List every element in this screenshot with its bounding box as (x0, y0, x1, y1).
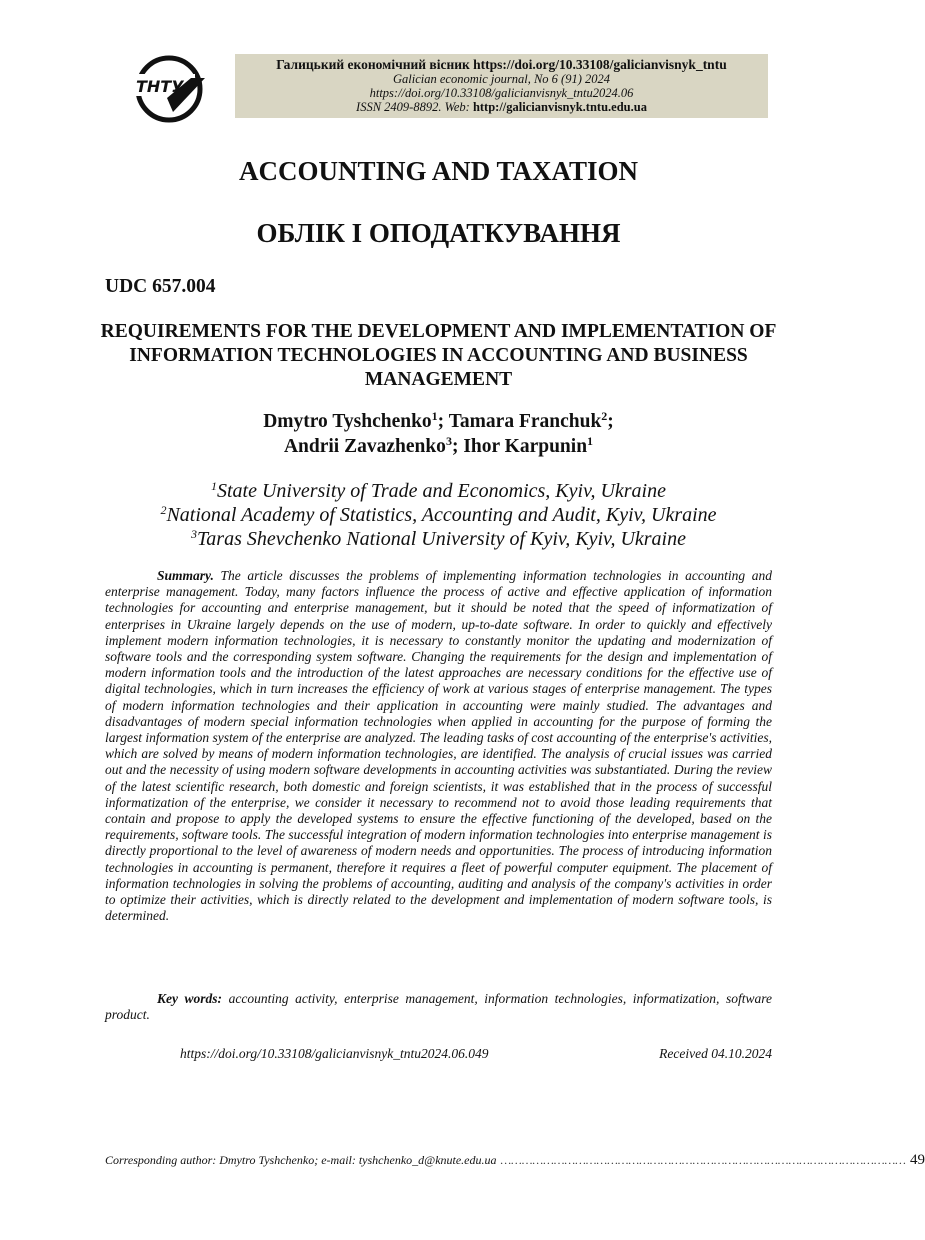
article-doi-link[interactable]: https://doi.org/10.33108/galicianvisnyk_tntu2024.06.049 (180, 1046, 489, 1061)
udc-code: UDC 657.004 (105, 276, 216, 297)
keywords (105, 991, 772, 1023)
issn-line (235, 100, 768, 115)
article-title: REQUIREMENTS FOR THE DEVELOPMENT AND IMPLEMENTATION OF INFORMATION TECHNOLOGIES IN ACCOUNTING AND BUSINESS MANAGEMENT (100, 321, 777, 390)
section-title-uk: ОБЛІК І ОПОДАТКУВАННЯ (256, 218, 621, 248)
journal-line: Галицький економічний вісник https://doi.org/10.33108/galicianvisnyk_tntu (276, 57, 727, 72)
abstract (105, 568, 772, 924)
author-separator: ; (451, 436, 464, 457)
affiliation-item (80, 479, 797, 503)
journal-website-link[interactable]: http://galicianvisnyk.tntu.edu.ua (472, 100, 647, 114)
doi-line: https://doi.org/10.33108/galicianvisnyk_tntu2024.06 (369, 86, 634, 100)
abstract-text: The article discusses the problems of implementing information technologies in accounting and enterprise management. Today, many factors influence the process of active and effective application of information technologies for accounting and enterprise management, but it should be noted that the speed of informatization of enterprises in Ukraine largely depends on the use of modern, up-to-date software. In order to quickly and effectively implement modern information technologies, it is necessary to constantly monitor the updating and modernization of software tools and the corresponding system software. Changing the requirements for the design and implementation of modern information tools and the introduction of the latest approaches are necessary conditions for the effective use of digital technologies, which in turn increases the efficiency of work at various stages of enterprise management. The types of modern information technologies and their application in accounting were mainly studied. The advantages and disadvantages of modern special information technologies when applied in accounting for the purpose of forming the largest information system of the enterprise are analyzed. The leading tasks of cost accounting of the enterprise's activities, which are solved by means of modern information technologies, are identified. The analysis of crucial issues was carried out and the necessity of using modern software developments in accounting activities was substantiated. During the review of the latest scientific research, both domestic and foreign scientists, it was established that in the process of successful informatization of the enterprise, we consider it necessary to recommend not to avoid those leading requirements that contain and propose to apply the developed systems to ensure the effective functioning of the developed, based on the requirements, software tools. The successful integration of modern information technologies into enterprise management is directly proportional to the level of awareness of modern needs and opportunities. The process of introducing information technologies in accounting is permanent, therefore it requires a fleet of powerful computer equipment. The placement of information technologies in solving the problems of accounting, auditing and analysis of the company's activities in order to optimize their activities, which is directly related to the development and implementation of modern software tools, is determined. (105, 568, 772, 924)
issn-label: ISSN 2409-8892. Web: (356, 100, 470, 114)
author-name: Andrii Zavazhenko (283, 436, 446, 457)
author-affiliation-mark: 1 (431, 409, 438, 423)
affiliation-number: 3 (191, 527, 197, 541)
author-name: Dmytro Tyshchenko (263, 411, 432, 432)
affiliation-number: 2 (160, 503, 167, 517)
section-title-en: ACCOUNTING AND TAXATION (238, 156, 639, 186)
issue-line: Galician economic journal, No 6 (91) 2024 (393, 72, 610, 86)
author-affiliation-mark: 2 (601, 409, 608, 423)
svg-text:ТНТУ: ТНТУ (136, 77, 184, 96)
author-separator: ; (437, 411, 449, 432)
page-footer (105, 1152, 925, 1169)
abstract-label: Summary. (157, 568, 214, 583)
author-affiliation-mark: 3 (445, 434, 452, 448)
affiliation-list (80, 479, 797, 551)
keywords-text: accounting activity, enterprise management, information technologies, informatization, software product. (105, 991, 772, 1023)
author-list (100, 409, 777, 459)
corresponding-author: Corresponding author: Dmytro Tyshchenko; e-mail: tyshchenko_d@knute.edu.ua (105, 1153, 497, 1167)
author-name: Tamara Franchuk (448, 411, 602, 432)
journal-header (235, 54, 768, 118)
affiliation-item (80, 527, 797, 551)
affiliation-text: Taras Shevchenko National University of Kyiv, Kyiv, Ukraine (197, 528, 686, 550)
affiliation-text: National Academy of Statistics, Accounting and Audit, Kyiv, Ukraine (166, 504, 717, 526)
author-separator: ; (607, 411, 614, 432)
affiliation-number: 1 (211, 479, 217, 493)
received-date: Received 04.10.2024 (659, 1046, 772, 1061)
keywords-label: Key words: (157, 991, 223, 1006)
journal-logo (133, 52, 211, 124)
affiliation-text: State University of Trade and Economics, Kyiv, Ukraine (217, 480, 666, 502)
author-affiliation-mark: 1 (587, 434, 594, 448)
author-name: Ihor Karpunin (463, 436, 588, 457)
affiliation-item (80, 503, 797, 527)
page-number: 49 (909, 1152, 925, 1168)
leader-dots: …………………………………………………………………………………………………… (500, 1153, 906, 1167)
